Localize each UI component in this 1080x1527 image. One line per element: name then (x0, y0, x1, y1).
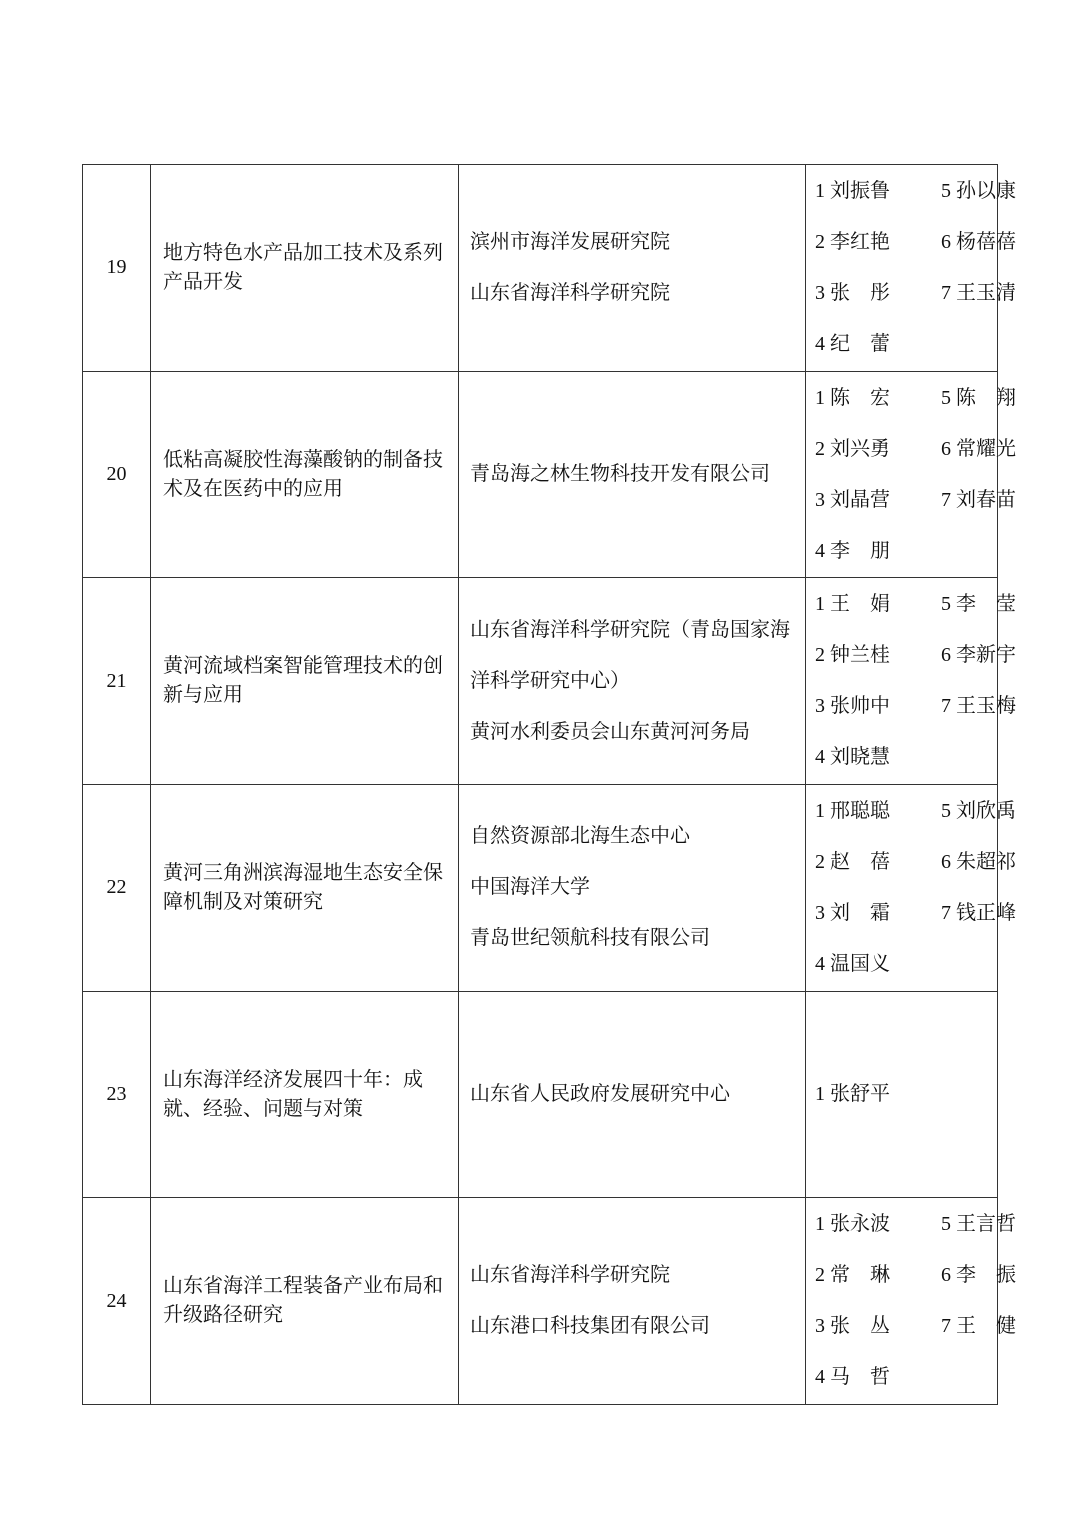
organizations (459, 578, 806, 785)
contributor (941, 939, 1041, 990)
organization: 黄河水利委员会山东黄河河务局 (470, 720, 750, 743)
contributor: 7 王玉梅 (941, 695, 1016, 718)
contributor: 7 王 健 (941, 1315, 1016, 1338)
row-number: 21 (83, 578, 151, 785)
contributor: 3 刘晶营 (815, 488, 890, 511)
project-title: 黄河三角洲滨海湿地生态安全保障机制及对策研究 (151, 785, 459, 992)
contributor: 3 张 丛 (815, 1315, 890, 1338)
organizations (459, 371, 806, 578)
row-number: 24 (83, 1198, 151, 1405)
project-title: 低粘高凝胶性海藻酸钠的制备技术及在医药中的应用 (151, 371, 459, 578)
contributor: 7 王玉清 (941, 281, 1016, 304)
contributor: 4 马 哲 (815, 1366, 890, 1389)
row-number: 23 (83, 991, 151, 1198)
contributor: 4 温国义 (815, 952, 890, 975)
contributors (806, 785, 1016, 992)
contributor: 1 张永波 (815, 1213, 890, 1236)
contributor: 6 杨蓓蓓 (941, 230, 1016, 253)
organization: 自然资源部北海生态中心 (470, 825, 690, 848)
contributor: 2 常 琳 (815, 1264, 890, 1287)
contributor (941, 732, 1041, 783)
contributors (806, 578, 1016, 785)
contributor: 5 李 莹 (941, 593, 1016, 616)
contributor: 5 陈 翔 (941, 386, 1016, 409)
contributor (941, 1352, 1041, 1403)
contributor: 6 常耀光 (941, 437, 1016, 460)
awards-table (82, 164, 1016, 1405)
contributor: 3 张 彤 (815, 281, 890, 304)
organization: 山东省人民政府发展研究中心 (470, 1083, 730, 1106)
contributor: 4 刘晓慧 (815, 746, 890, 769)
contributors (806, 991, 998, 1198)
contributor: 5 王言哲 (941, 1213, 1016, 1236)
table-body (83, 165, 1016, 1405)
project-title: 地方特色水产品加工技术及系列产品开发 (151, 165, 459, 372)
contributor: 6 朱超祁 (941, 850, 1016, 873)
organization: 山东省海洋科学研究院 (470, 1264, 670, 1287)
organizations (459, 991, 806, 1198)
contributor: 1 刘振鲁 (815, 179, 890, 202)
contributor (941, 1069, 1041, 1120)
table-row (83, 371, 998, 578)
contributor: 2 赵 蓓 (815, 850, 890, 873)
contributor: 1 王 娟 (815, 593, 890, 616)
row-number: 20 (83, 371, 151, 578)
contributor: 6 李新宇 (941, 644, 1016, 667)
contributor: 7 刘春苗 (941, 488, 1016, 511)
contributor: 5 刘欣禹 (941, 799, 1016, 822)
contributor: 4 李 朋 (815, 539, 890, 562)
organizations (459, 165, 806, 372)
contributor: 1 张舒平 (815, 1083, 890, 1106)
project-title: 山东省海洋工程装备产业布局和升级路径研究 (151, 1198, 459, 1405)
organization: 滨州市海洋发展研究院 (470, 230, 670, 253)
contributor: 2 钟兰桂 (815, 644, 890, 667)
table-row (83, 165, 998, 372)
contributor: 6 李 振 (941, 1264, 1016, 1287)
table-row (83, 785, 998, 992)
organization: 青岛世纪领航科技有限公司 (470, 927, 710, 950)
contributor: 1 陈 宏 (815, 386, 890, 409)
row-number: 19 (83, 165, 151, 372)
contributor: 3 刘 霜 (815, 901, 890, 924)
contributor: 7 钱正峰 (941, 901, 1016, 924)
contributor: 1 邢聪聪 (815, 799, 890, 822)
table-row (83, 1198, 998, 1405)
organization: 青岛海之林生物科技开发有限公司 (470, 463, 770, 486)
contributors (806, 371, 1016, 578)
contributor: 4 纪 蕾 (815, 332, 890, 355)
table-row (83, 578, 998, 785)
row-number: 22 (83, 785, 151, 992)
table-row (83, 991, 998, 1198)
contributor: 2 刘兴勇 (815, 437, 890, 460)
contributor: 5 孙以康 (941, 179, 1016, 202)
contributor (941, 526, 1041, 577)
organization: 山东省海洋科学研究院 (470, 281, 670, 304)
organizations (459, 1198, 806, 1405)
organization: 山东省海洋科学研究院（青岛国家海洋科学研究中心） (470, 618, 790, 692)
organization: 中国海洋大学 (470, 876, 590, 899)
organizations (459, 785, 806, 992)
contributors (806, 165, 1016, 372)
contributor: 2 李红艳 (815, 230, 890, 253)
project-title: 黄河流域档案智能管理技术的创新与应用 (151, 578, 459, 785)
project-title: 山东海洋经济发展四十年：成就、经验、问题与对策 (151, 991, 459, 1198)
contributor (941, 319, 1041, 370)
contributor: 3 张帅中 (815, 695, 890, 718)
contributors (806, 1198, 1016, 1405)
organization: 山东港口科技集团有限公司 (470, 1315, 710, 1338)
